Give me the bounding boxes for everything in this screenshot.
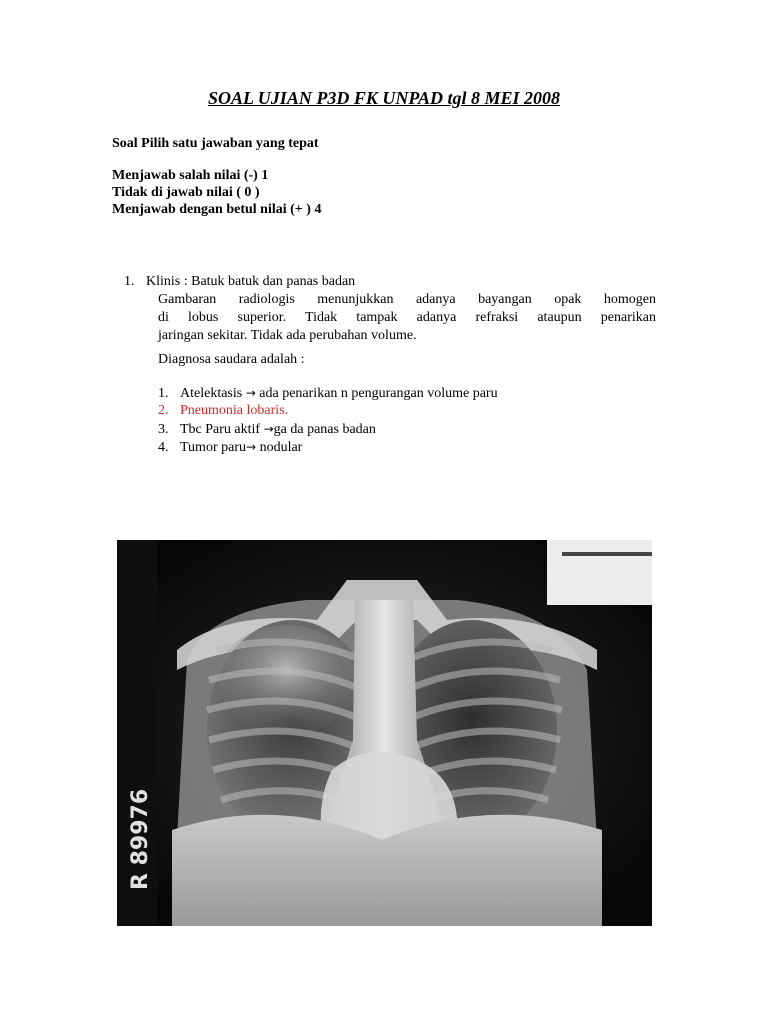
option-note: ada penarikan n pengurangan volume paru <box>255 386 498 401</box>
film-label: R 89976 <box>128 788 153 890</box>
option-text: Atelektasis <box>180 386 246 401</box>
option-2[interactable] <box>158 402 498 420</box>
arrow-right-icon: → <box>246 440 257 454</box>
option-3[interactable] <box>158 420 498 438</box>
option-note: ga da panas badan <box>273 422 376 437</box>
question-clinical: Klinis : Batuk batuk dan panas badan <box>146 274 356 289</box>
xray-illustration <box>117 540 652 926</box>
option-text: Pneumonia lobaris. <box>180 403 289 418</box>
chest-xray-image <box>117 540 652 926</box>
option-number: 3. <box>158 422 169 437</box>
rule-correct: Menjawab dengan betul nilai (+ ) 4 <box>112 202 322 217</box>
rule-unanswered: Tidak di jawab nilai ( 0 ) <box>112 185 260 200</box>
option-text: Tbc Paru aktif <box>180 422 264 437</box>
description-line: Gambaran radiologis menunjukkan adanya bayangan opak homogen <box>158 292 656 307</box>
question-prompt: Diagnosa saudara adalah : <box>158 352 305 367</box>
description-line: di lobus superior. Tidak tampak adanya refraksi ataupun penarikan <box>158 310 656 325</box>
description-line: jaringan sekitar. Tidak ada perubahan volume. <box>158 328 417 343</box>
option-1[interactable] <box>158 384 498 402</box>
instruction-heading: Soal Pilih satu jawaban yang tepat <box>112 136 319 151</box>
option-number: 1. <box>158 386 169 401</box>
arrow-right-icon: → <box>263 422 274 436</box>
page-title: SOAL UJIAN P3D FK UNPAD tgl 8 MEI 2008 <box>207 88 561 108</box>
option-number: 2. <box>158 403 169 418</box>
question-description <box>158 291 656 345</box>
option-number: 4. <box>158 440 169 455</box>
answer-options <box>158 384 498 456</box>
rule-wrong: Menjawab salah nilai (-) 1 <box>112 168 269 183</box>
arrow-right-icon: → <box>245 386 256 400</box>
option-4[interactable] <box>158 438 498 456</box>
option-text: Tumor paru <box>180 440 246 455</box>
question-number: 1. <box>124 274 135 289</box>
option-note: nodular <box>256 440 303 455</box>
